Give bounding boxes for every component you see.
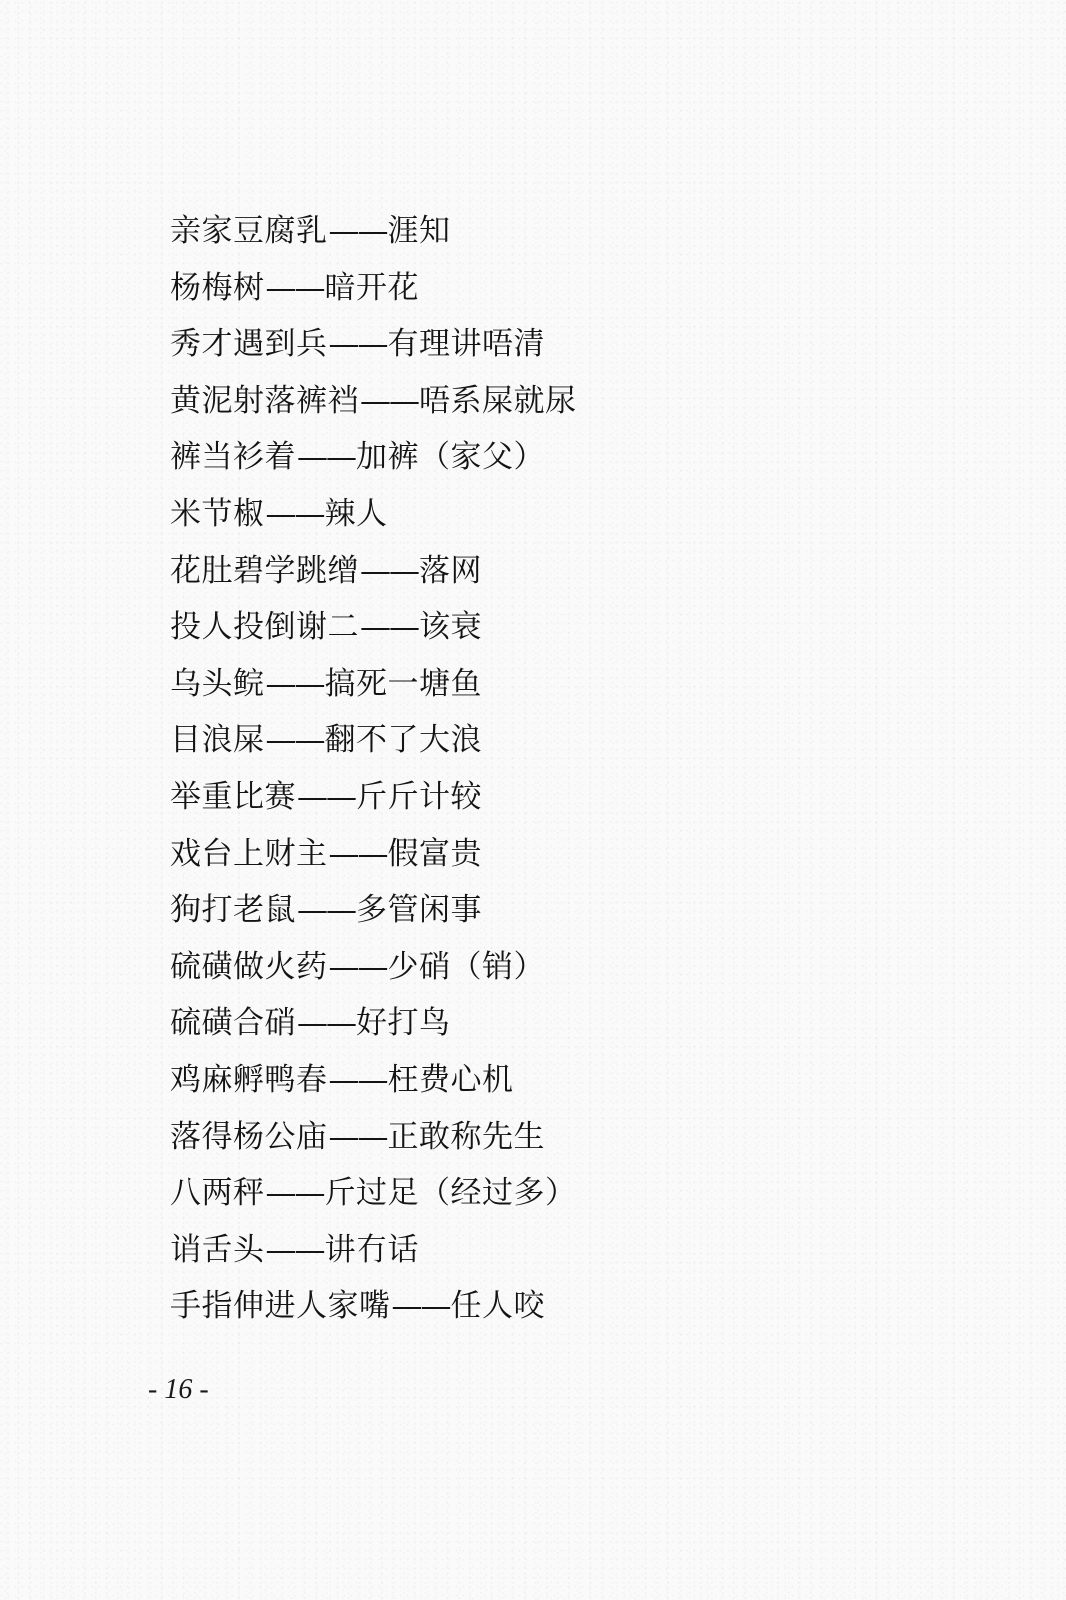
saying-line — [170, 602, 577, 659]
saying-line — [170, 206, 577, 263]
saying-separator: —— — [265, 269, 324, 306]
saying-riddle: 目浪屎 — [170, 722, 265, 759]
saying-separator: —— — [391, 1288, 450, 1325]
saying-separator: —— — [297, 778, 355, 815]
saying-answer: 少硝（销） — [387, 948, 545, 985]
saying-separator: —— — [360, 609, 418, 646]
saying-separator: —— — [328, 213, 387, 249]
saying-riddle: 手指伸进人家嘴 — [170, 1288, 391, 1325]
saying-riddle: 乌头鲩 — [170, 665, 265, 702]
saying-line — [170, 942, 577, 999]
saying-riddle: 八两秤 — [170, 1175, 265, 1212]
saying-riddle: 狗打老鼠 — [170, 892, 296, 929]
saying-answer: 搞死一塘鱼 — [324, 665, 482, 702]
saying-separator: —— — [328, 948, 387, 985]
saying-separator: —— — [265, 665, 324, 702]
saying-answer: 斤过足（经过多） — [324, 1175, 577, 1212]
saying-answer: 多管闲事 — [356, 892, 482, 929]
saying-answer: 有理讲唔清 — [387, 326, 545, 363]
saying-answer: 涯知 — [387, 213, 451, 249]
saying-riddle: 花肚碧学跳缯 — [170, 552, 359, 589]
saying-separator: —— — [360, 382, 418, 419]
saying-riddle: 秀才遇到兵 — [170, 326, 328, 363]
saying-answer: 枉费心机 — [387, 1061, 514, 1098]
saying-riddle: 鸡麻孵鸭春 — [170, 1061, 328, 1098]
saying-separator: —— — [328, 1118, 387, 1155]
saying-line — [170, 546, 577, 603]
saying-answer: 唔系屎就尿 — [419, 382, 577, 419]
saying-line — [170, 829, 577, 886]
saying-line — [170, 376, 577, 433]
saying-line — [170, 319, 577, 376]
saying-riddle: 黄泥射落裤裆 — [170, 382, 359, 419]
saying-separator: —— — [328, 835, 387, 872]
saying-line — [170, 1225, 577, 1282]
saying-line — [170, 998, 577, 1055]
saying-riddle: 举重比赛 — [170, 778, 296, 815]
saying-list — [170, 206, 577, 1338]
saying-line — [170, 715, 577, 772]
saying-riddle: 诮舌头 — [170, 1231, 265, 1268]
saying-line — [170, 772, 577, 829]
saying-riddle: 硫磺做火药 — [170, 948, 328, 985]
saying-answer: 任人咬 — [450, 1288, 545, 1325]
saying-separator: —— — [328, 326, 387, 363]
saying-answer: 斤斤计较 — [356, 778, 482, 815]
saying-separator: —— — [265, 1231, 324, 1268]
saying-answer: 该衰 — [419, 609, 482, 646]
saying-answer: 好打鸟 — [356, 1005, 451, 1042]
saying-line — [170, 1281, 577, 1338]
saying-separator: —— — [265, 495, 324, 532]
saying-riddle: 裤当衫着 — [170, 439, 296, 476]
saying-line — [170, 885, 577, 942]
saying-separator: —— — [297, 892, 355, 929]
saying-answer: 正敢称先生 — [387, 1118, 545, 1155]
page-number: - 16 - — [148, 1374, 209, 1405]
saying-riddle: 硫磺合硝 — [170, 1005, 296, 1042]
saying-answer: 暗开花 — [324, 269, 419, 306]
saying-riddle: 落得杨公庙 — [170, 1118, 328, 1155]
saying-line — [170, 1168, 577, 1225]
saying-line — [170, 1055, 577, 1112]
saying-answer: 假富贵 — [387, 835, 482, 872]
saying-separator: —— — [297, 439, 355, 476]
saying-line — [170, 1112, 577, 1169]
saying-answer: 翻不了大浪 — [324, 722, 482, 759]
saying-answer: 加裤（家父） — [356, 439, 545, 476]
saying-riddle: 杨梅树 — [170, 269, 265, 306]
saying-separator: —— — [265, 722, 324, 759]
saying-separator: —— — [360, 552, 418, 589]
saying-line — [170, 263, 577, 320]
saying-answer: 讲冇话 — [324, 1231, 419, 1268]
saying-line — [170, 659, 577, 716]
saying-riddle: 投人投倒谢二 — [170, 609, 359, 646]
saying-separator: —— — [328, 1061, 387, 1098]
saying-answer: 落网 — [419, 552, 482, 589]
saying-answer: 辣人 — [324, 495, 388, 532]
saying-separator: —— — [265, 1175, 324, 1212]
saying-riddle: 亲家豆腐乳 — [170, 213, 328, 249]
saying-line — [170, 432, 577, 489]
saying-riddle: 戏台上财主 — [170, 835, 328, 872]
saying-line — [170, 489, 577, 546]
saying-separator: —— — [297, 1005, 355, 1042]
saying-riddle: 米节椒 — [170, 495, 265, 532]
